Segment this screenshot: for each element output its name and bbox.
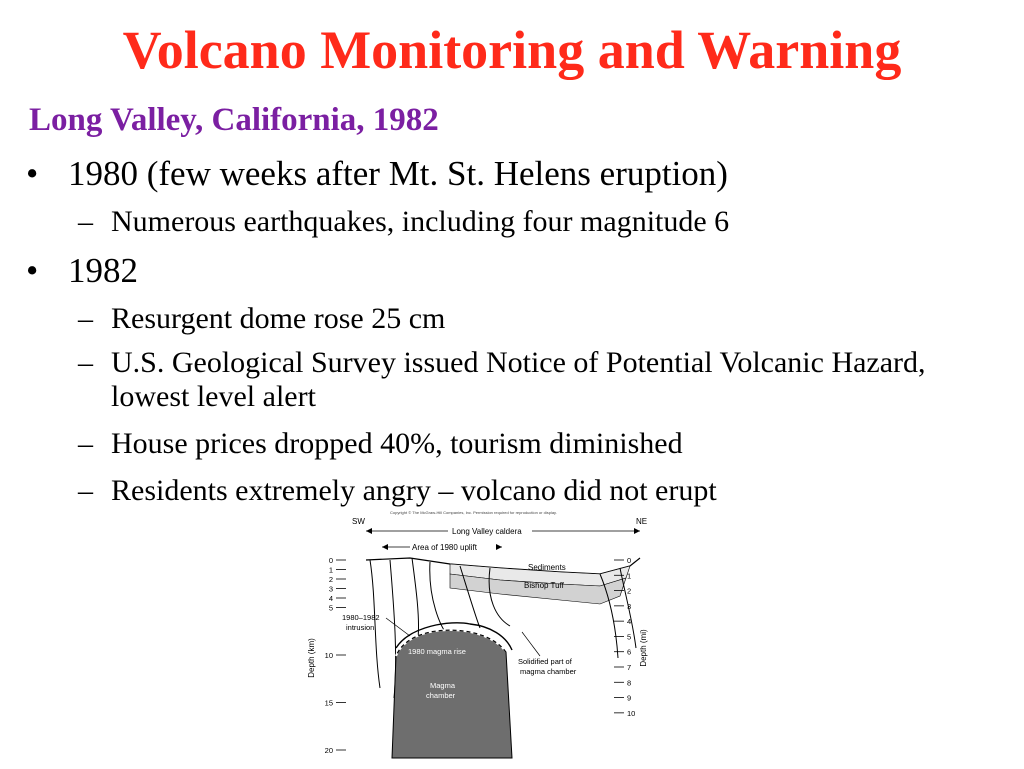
mi-tick-label: 2 [627,586,632,596]
km-tick-label: 2 [328,575,333,584]
km-tick-label: 5 [328,603,333,613]
sediments-label: Sediments [528,563,566,572]
bullet-item [26,250,138,292]
mi-tick-label: 1 [627,571,632,581]
solidified-label: magma chamber [520,667,577,676]
sub-bullet-item [78,302,991,336]
sub-bullet-text: U.S. Geological Survey issued Notice of Potential Volcanic Hazard, lowest level alert [111,346,926,413]
ne-label: NE [636,517,648,526]
magma-chamber-label: chamber [426,691,456,700]
km-tick-label: 3 [328,584,333,594]
sub-bullet-mark: – [78,302,93,335]
km-depth-scale [325,556,346,755]
mi-tick-label: 0 [627,556,632,565]
slide-title: Volcano Monitoring and Warning [122,20,902,80]
mi-tick-label: 7 [627,662,632,672]
km-tick-label: 10 [324,651,333,660]
mi-tick-label: 5 [627,632,632,642]
slide-subtitle: Long Valley, California, 1982 [29,102,439,138]
intrusion-label: intrusion [346,623,375,632]
copyright-note: Copyright © The McGraw-Hill Companies, Inc. Permission required for reproduction or display. [390,510,557,515]
depth-mi-axis-label: Depth (mi) [639,629,648,667]
arrow-head [496,544,502,550]
sub-bullet-text: Numerous earthquakes, including four magnitude 6 [111,205,730,238]
arrow-head [634,528,640,534]
sw-label: SW [352,517,365,526]
km-tick-label: 20 [324,746,333,755]
uplift-label: Area of 1980 uplift [412,543,477,552]
bullet-mark: • [26,251,39,290]
km-tick-label: 4 [328,594,333,603]
sub-bullet-text: Residents extremely angry – volcano did not erupt [111,474,717,507]
sub-bullet-mark: – [78,474,93,507]
caldera-label: Long Valley caldera [452,527,522,536]
solidified-label: Solidified part of [518,657,572,666]
sub-bullet-item [78,427,991,461]
sub-bullet-text: Resurgent dome rose 25 cm [111,302,446,335]
km-tick-label: 1 [328,565,333,575]
sub-bullet-text: House prices dropped 40%, tourism diminished [111,427,683,460]
bullet-mark: • [26,154,39,193]
arrow-head [366,528,372,534]
cross-section-diagram [300,508,660,764]
mi-tick-label: 9 [627,693,632,703]
sub-bullet-mark: – [78,346,93,379]
bullet-text: 1982 [68,251,138,290]
magma-chamber-label: Magma [430,681,456,690]
mi-tick-label: 3 [627,601,632,611]
km-tick-label: 0 [328,556,333,565]
arrow-head [382,544,388,550]
sub-bullet-item [78,205,991,239]
depth-km-axis-label: Depth (km) [307,638,316,678]
mi-tick-label: 10 [627,708,636,718]
caldera-cross-section-figure [300,508,660,764]
km-tick-label: 15 [324,698,333,708]
mi-tick-label: 4 [627,617,632,627]
mi-tick-label: 6 [627,647,632,657]
sub-bullet-mark: – [78,427,93,460]
bullet-text: 1980 (few weeks after Mt. St. Helens eruption) [68,154,728,193]
sub-bullet-item [78,474,991,508]
intrusion-pointer [386,618,410,636]
magma-rise-label: 1980 magma rise [408,647,466,656]
sub-bullet-mark: – [78,205,93,238]
sub-bullet-item [78,346,991,414]
mi-tick-label: 8 [627,678,632,688]
bullet-item [26,153,728,195]
bishop-tuff-label: Bishop Tuff [524,581,564,590]
solidified-pointer [522,632,540,656]
intrusion-label: 1980–1982 [342,613,380,622]
